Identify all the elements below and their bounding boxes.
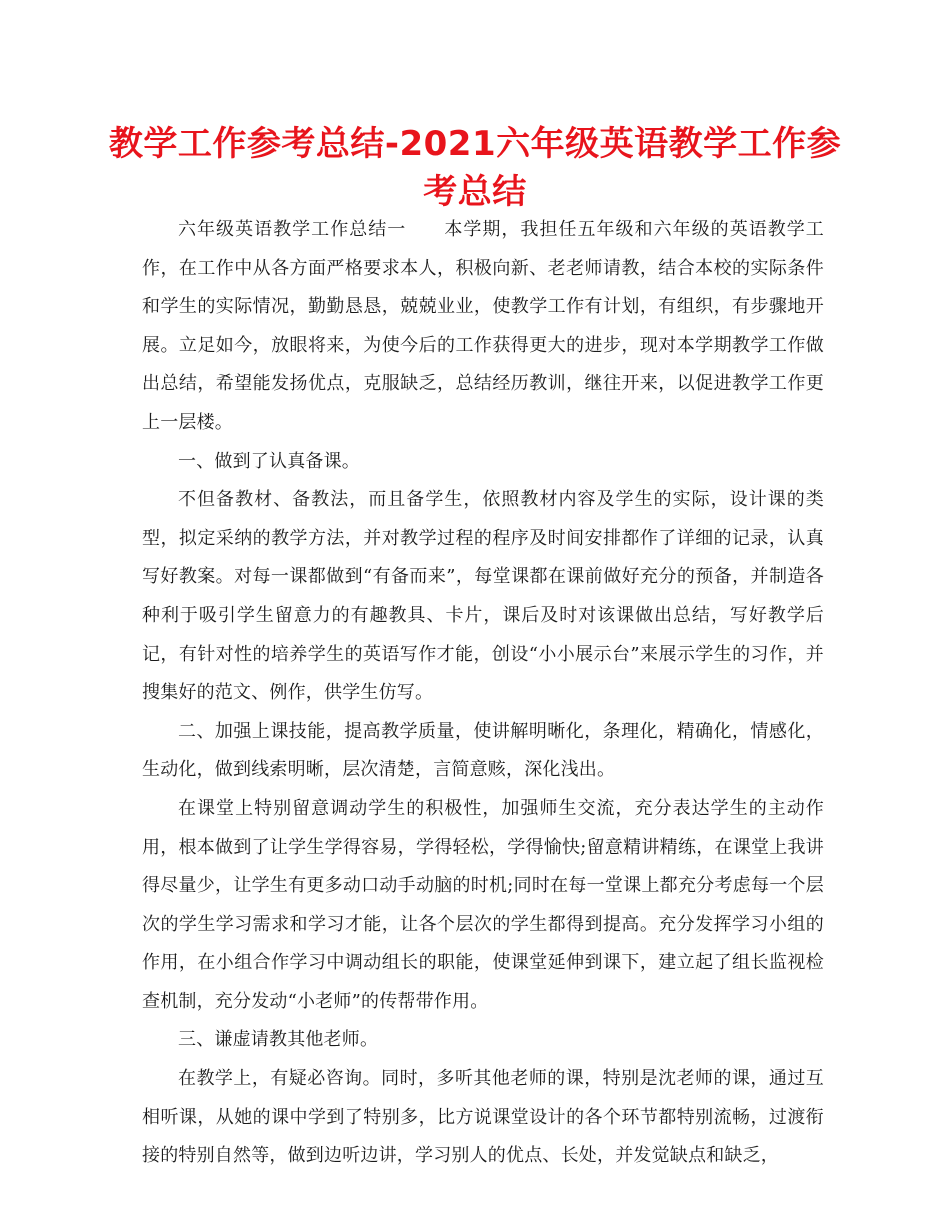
section-heading-3: 三、谦虚请教其他老师。	[178, 1029, 379, 1051]
paragraph-preparation: 不但备教材、备教法，而且备学生，依照教材内容及学生的实际，设计课的类型，拟定采纳的教学方法，并对教学过程的程序及时间安排都作了详细的记录，认真写好教案。对每一课都做到“有备而来”，每堂课都在课前做好充分的预备，并制造各种利于吸引学生留意力的有趣教具、卡片，课后及时对该课做出总结，写好教学后记，有针对性的培养学生的英语写作才能，创设“小小展示台”来展示学生的习作，并搜集好的范文、例作，供学生仿写。	[142, 489, 824, 704]
paragraph-intro: 六年级英语教学工作总结一 本学期，我担任五年级和六年级的英语教学工作，在工作中从各方面严格要求本人，积极向新、老老师请教，结合本校的实际条件和学生的实际情况，勤勤恳恳，兢兢业业，使教学工作有计划，有组织，有步骤地开展。立足如今，放眼将来，为使今后的工作获得更大的进步，现对本学期教学工作做出总结，希望能发扬优点，克服缺乏，总结经历教训，继往开来，以促进教学工作更上一层楼。	[142, 219, 824, 433]
document-title: 教学工作参考总结-2021六年级英语教学工作参考总结	[108, 124, 842, 212]
document-body	[142, 211, 824, 1176]
paragraph-classroom: 在课堂上特别留意调动学生的积极性，加强师生交流，充分表达学生的主动作用，根本做到了让学生学得容易，学得轻松，学得愉快;留意精讲精练，在课堂上我讲得尽量少，让学生有更多动口动手动脑的时机;同时在每一堂课上都充分考虑每一个层次的学生学习需求和学习才能，让各个层次的学生都得到提高。充分发挥学习小组的作用，在小组合作学习中调动组长的职能，使课堂延伸到课下，建立起了组长监视检查机制，充分发动“小老师”的传帮带作用。	[142, 797, 824, 1012]
section-heading-2: 二、加强上课技能，提高教学质量，使讲解明晰化，条理化，精确化，情感化，生动化，做到线索明晰，层次清楚，言简意赅，深化浅出。	[142, 720, 824, 781]
paragraph-consult: 在教学上，有疑必咨询。同时，多听其他老师的课，特别是沈老师的课，通过互相听课，从她的课中学到了特别多，比方说课堂设计的各个环节都特别流畅，过渡衔接的特别自然等，做到边听边讲，学习别人的优点、长处，并发觉缺点和缺乏，	[142, 1068, 824, 1167]
section-heading-1: 一、做到了认真备课。	[178, 450, 360, 472]
